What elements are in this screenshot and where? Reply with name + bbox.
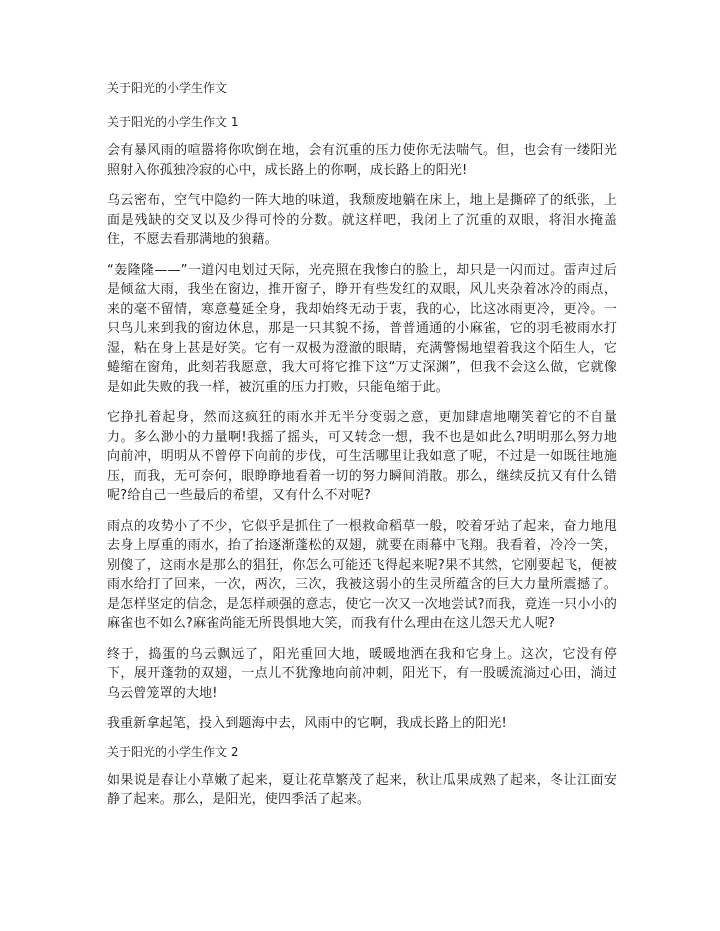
document-page: [107, 80, 617, 821]
paragraph: 会有暴风雨的喧嚣将你吹倒在地，会有沉重的压力使你无法喘气。但，也会有一缕阳光照射入你孤独冷寂的心中，成长路上的你啊，成长路上的阳光!: [107, 143, 617, 178]
section-heading-2: 关于阳光的小学生作文 2: [107, 744, 239, 759]
paragraph: 雨点的攻势小了不少，它似乎是抓住了一根救命稻草一般，咬着牙站了起来，奋力地甩去身上厚重的雨水，抬了抬逐渐蓬松的双翅，就要在雨幕中飞翔。我看着，冷冷一笑，别傻了，这雨水是那么的猖狂，你怎么可能还飞得起来呢?果不其然，它刚要起飞，便被雨水给打了回来，一次，两次，三次，我被这弱小的生灵所蕴含的巨大力量所震撼了。是怎样坚定的信念，是怎样顽强的意志，使它一次又一次地尝试?而我，竟连一只小小的麻雀也不如么?麻雀尚能无所畏惧地大笑，而我有什么理由在这儿怨天尤人呢?: [107, 518, 617, 631]
paragraph: 如果说是春让小草嫩了起来，夏让花草繁茂了起来，秋让瓜果成熟了起来，冬让江面安静了起来。那么，是阳光，使四季活了起来。: [107, 772, 617, 807]
document-title: 关于阳光的小学生作文: [107, 81, 228, 95]
paragraph: 它挣扎着起身，然而这疯狂的雨水并无半分变弱之意，更加肆虐地嘲笑着它的不自量力。多么渺小的力量啊!我摇了摇头，可又转念一想，我不也是如此么?明明那么努力地向前冲，明明从不曾停下向前的步伐，可生活哪里让我如意了呢，不过是一如既往地施压，而我，无可奈何，眼睁睁地看着一切的努力瞬间消散。那么，继续反抗又有什么错呢?给自己一些最后的希望，又有什么不对呢?: [107, 410, 617, 503]
paragraph: 乌云密布，空气中隐约一阵大地的味道，我颓废地躺在床上，地上是撕碎了的纸张，上面是残缺的交叉以及少得可怜的分数。就这样吧，我闭上了沉重的双眼，将泪水掩盖住，不愿去看那满地的狼藉。: [107, 193, 617, 247]
paragraph: “轰隆隆——”一道闪电划过天际，光亮照在我惨白的脸上，却只是一闪而过。雷声过后是倾盆大雨，我坐在窗边，推开窗子，睁开有些发红的双眼，风儿夹杂着冰冷的雨点，来的毫不留情，寒意蔓延全身，我却始终无动于衷，我的心，比这冰雨更冷，更冷。一只鸟儿来到我的窗边休息，那是一只其貌不扬，普普通通的小麻雀，它的羽毛被雨水打湿，粘在身上甚是好笑。它有一双极为澄澈的眼睛，充满警惕地望着我这个陌生人，它蜷缩在窗角，此刻若我愿意，我大可将它推下这“万丈深渊”，但我不会这么做，它就像是如此失败的我一样，被沉重的压力打败，只能龟缩于此。: [107, 262, 617, 395]
paragraph: 终于，捣蛋的乌云飘远了，阳光重回大地，暖暖地洒在我和它身上。这次，它没有停下，展开蓬勃的双翅，一点儿不犹豫地向前冲刺，阳光下，有一股暖流淌过心田，淌过乌云曾笼罩的大地!: [107, 646, 617, 701]
section-heading-1: 关于阳光的小学生作文 1: [107, 115, 239, 129]
paragraph: 我重新拿起笔，投入到题海中去，风雨中的它啊，我成长路上的阳光!: [107, 716, 507, 731]
